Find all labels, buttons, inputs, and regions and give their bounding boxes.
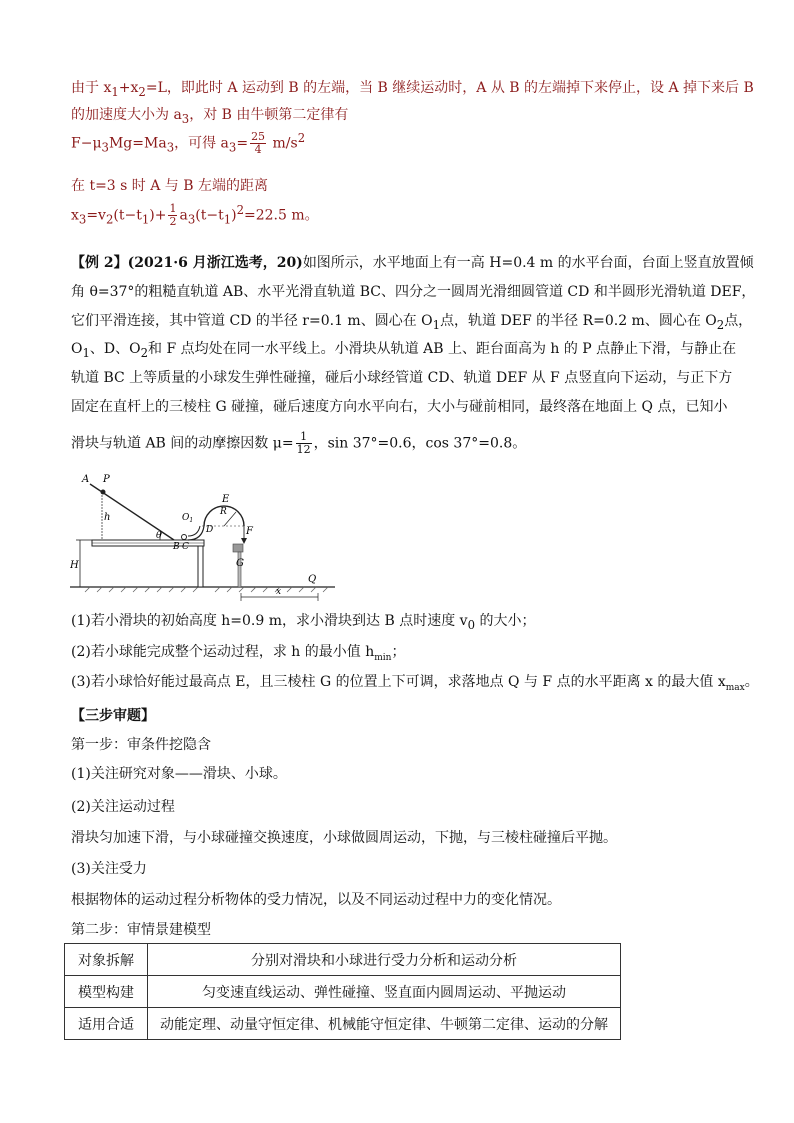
fraction-25-4: $\frac{25}{4}$: [251, 130, 266, 157]
example-line-5: 轨道 BC 上等质量的小球发生弹性碰撞，碰后小球经管道 CD、轨道 DEF 从 F 点竖直向下运动，与正下方: [71, 370, 733, 386]
example-source: (2021·6 月浙江选考，20): [127, 255, 303, 271]
question-3: (3)若小球恰好能过最高点 E，且三棱柱 G 的位置上下可调，求落地点 Q 与 F 点的水平距离 x 的最大值 $x_{max}$。: [71, 674, 759, 693]
example-tag: 【例 2】: [71, 255, 128, 271]
table-row: [65, 1008, 621, 1040]
label-a: A: [82, 474, 90, 485]
example-line-1: 【例 2】(2021·6 月浙江选考，20)如图所示，水平地面上有一高 H=0.4 m 的水平台面，台面上竖直放置倾: [71, 255, 754, 271]
analysis-s3: 滑块匀加速下滑，与小球碰撞交换速度，小球做圆周运动，下抛，与三棱柱碰撞后平抛。: [71, 830, 617, 846]
label-h-small: h: [104, 512, 111, 523]
solution-line-3: $F-\mu_3Mg=Ma_3$，可得 $a_3=$ $\frac{25}{4}$ $m/s^2$: [71, 130, 306, 157]
fraction-1-2: $\frac{1}{2}$: [169, 202, 177, 229]
label-g: G: [236, 558, 244, 569]
fraction-1-12: $\frac{1}{12}$: [296, 430, 311, 456]
label-h-large: H: [70, 560, 79, 571]
analysis-s4: (3)关注受力: [71, 861, 147, 877]
label-f: F: [246, 526, 253, 537]
question-2: (2)若小球能完成整个运动过程，求 h 的最小值 $h_{min}$；: [71, 644, 406, 663]
table-cell-key: 模型构建: [65, 976, 148, 1008]
table-cell-key: 适用合适: [65, 1008, 148, 1040]
model-table: [64, 943, 621, 1040]
analysis-s2: (2)关注运动过程: [71, 799, 175, 815]
analysis-title: 【三步审题】: [71, 708, 155, 724]
label-o1: $O_1$: [182, 513, 194, 524]
table-row: [65, 976, 621, 1008]
solution-line-4: 在 t=3 s 时 A 与 B 左端的距离: [71, 178, 268, 194]
question-1: (1)若小滑块的初始高度 h=0.9 m，求小滑块到达 B 点时速度 $v_0$ 的大小；: [71, 613, 536, 632]
analysis-s5: 根据物体的运动过程分析物体的受力情况，以及不同运动过程中力的变化情况。: [71, 892, 561, 908]
table-cell-value: 动能定理、动量守恒定律、机械能守恒定律、牛顿第二定律、运动的分解: [148, 1008, 621, 1040]
table-leg: [198, 546, 203, 587]
example-line-3: 它们平滑连接，其中管道 CD 的半径 r=0.1 m、圆心在 $O_1$点，轨道 DEF 的半径 R=0.2 m、圆心在 $O_2$点，: [71, 313, 753, 332]
physics-diagram: [70, 470, 340, 605]
small-ball: [182, 535, 187, 540]
label-c: C: [182, 542, 189, 552]
analysis-step1: 第一步：审条件挖隐含: [71, 737, 211, 753]
prism-g: [233, 544, 243, 552]
label-q: Q: [308, 574, 317, 585]
table-cell-value: 匀变速直线运动、弹性碰撞、竖直面内圆周运动、平抛运动: [148, 976, 621, 1008]
label-x: x: [276, 587, 282, 597]
solution-line-1: 由于 $x_1+x_2=L$，即此时 A 运动到 B 的左端，当 B 继续运动时，A 从 B 的左端掉下来停止，设 A 掉下来后 B: [71, 80, 754, 99]
label-r: R: [220, 507, 227, 517]
analysis-s1: (1)关注研究对象——滑块、小球。: [71, 766, 287, 782]
example-line-2: 角 θ=37°的粗糙直轨道 AB、水平光滑直轨道 BC、四分之一圆周光滑细圆管道 CD 和半圆形光滑轨道 DEF，: [71, 284, 756, 300]
label-e: E: [222, 494, 230, 505]
example-line-4: $O_1$、D、$O_2$和 F 点均处在同一水平线上。小滑块从轨道 AB 上、距台面高为 h 的 P 点静止下滑，与静止在: [71, 341, 737, 360]
example-line-7: 滑块与轨道 AB 间的动摩擦因数 μ= $\frac{1}{12}$ ，sin 37°=0.6，cos 37°=0.8。: [71, 430, 527, 456]
label-theta: θ: [156, 531, 162, 541]
analysis-step2: 第二步：审情景建模型: [71, 922, 211, 938]
label-d: D: [206, 525, 214, 535]
table-cell-key: 对象拆解: [65, 944, 148, 976]
example-line-6: 固定在直杆上的三棱柱 G 碰撞，碰后速度方向水平向右，大小与碰前相同，最终落在地面上 Q 点，已知小: [71, 399, 728, 415]
label-p: P: [103, 474, 110, 485]
slider-block: [101, 490, 106, 495]
table-cell-value: 分别对滑块和小球进行受力分析和运动分析: [148, 944, 621, 976]
solution-line-5: $x_3=v_2(t-t_1)+$ $\frac{1}{2}$ $a_3(t-t_1)^2=22.5$ m。: [71, 202, 319, 229]
solution-line-2: 的加速度大小为 $a_3$，对 B 由牛顿第二定律有: [71, 107, 349, 126]
label-b: B: [173, 542, 180, 552]
ground-hatch: [85, 587, 328, 592]
table-row: [65, 944, 621, 976]
